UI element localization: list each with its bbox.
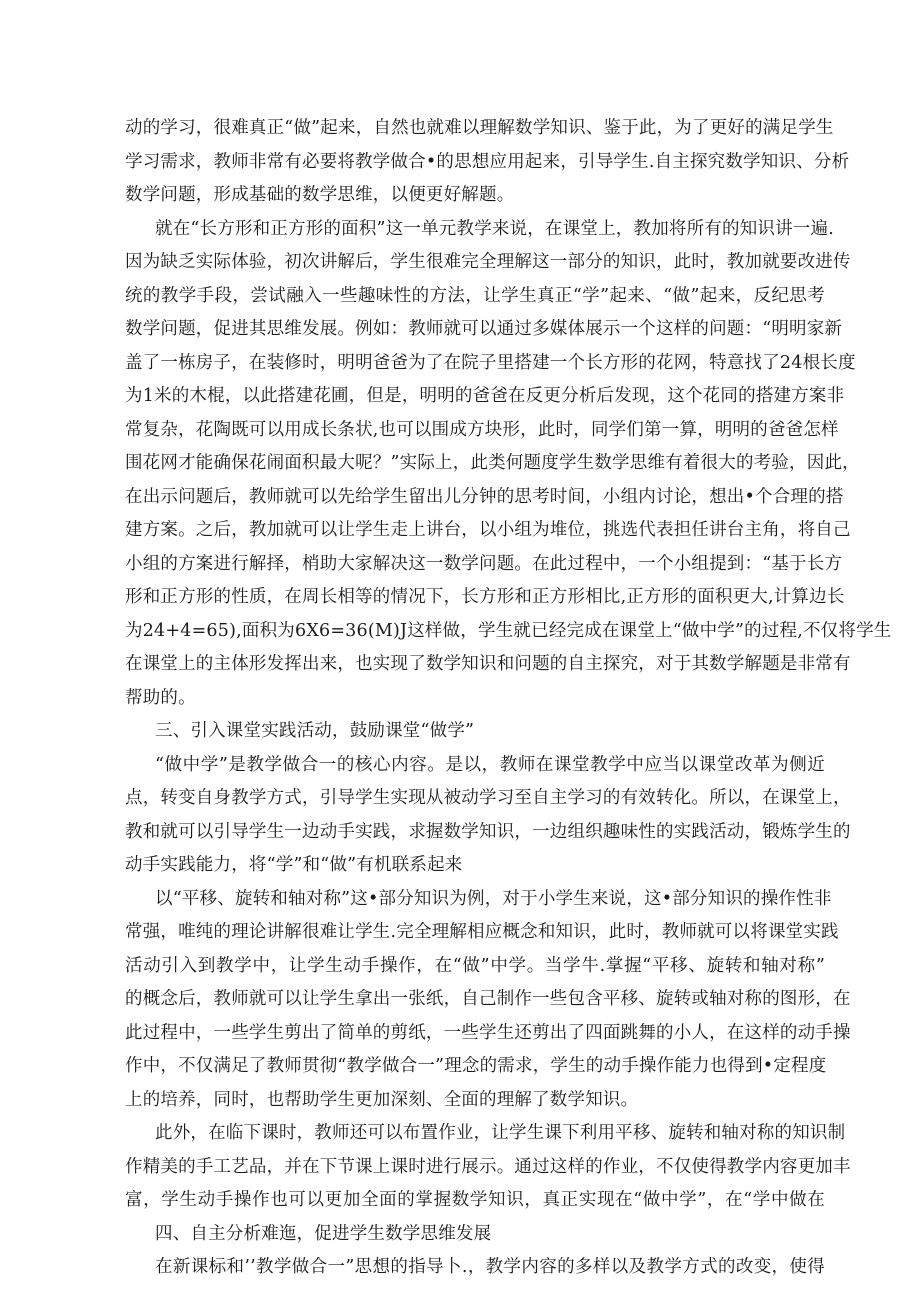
paragraph-line: 帮助的。 [125,688,196,708]
paragraph-line: 数学问题，促进其思维发展。例如：教师就可以通过多媒体展示一个这样的问题：“明明家新 [125,319,843,339]
paragraph-line: 富，学生动手操作也可以更加全面的掌握数学知识，真正实现在“做中学”，在“学中做在 [125,1190,825,1210]
section-heading: 三、引入课堂实践活动，鼓励课堂“做学” [155,721,475,741]
paragraph-line: 的概念后，教师就可以让学生拿出一张纸，自己制作一些包含平移、旋转或轴对称的图形，在 [125,989,851,1009]
paragraph-line: 就在“长方形和正方形的面积”这一单元教学来说，在课堂上，教加将所有的知识讲一遍. [155,219,834,239]
paragraph-line: 在出示问题后，教师就可以先给学生留出儿分钟的思考时间，小组内讨论，想出•个合理的搭 [125,487,844,507]
paragraph-line: “做中学”是教学做合一的核心内容。是以，教师在课堂教学中应当以课堂改革为侧近 [155,755,825,775]
paragraph-line: 建方案。之后，教加就可以让学生走上讲台，以小组为堆位，挑选代表担任讲台主角，将自己 [125,520,851,540]
paragraph-line: 教和就可以引导学生一边动手实践，求握数学知识，一边组织趣味性的实践活动，锻炼学生的 [125,822,851,842]
paragraph-line: 动的学习，很难真正“做”起来，自然也就难以理解数学知识、鉴于此，为了更好的满足学生 [125,118,834,138]
paragraph-line: 此外，在临下课时，教师还可以布置作业，让学生课下利用平移、旋转和轴对称的知识制 [155,1123,846,1143]
paragraph-line: 以“平移、旋转和轴对称”这•部分知识为例，对于小学生来说，这•部分知识的操作性非 [155,889,832,909]
paragraph-line: 此过程中，一些学生剪出了简单的剪纸，一些学生还剪出了四面跳舞的小人，在这样的动手操 [125,1023,851,1043]
paragraph-line: 活动引入到教学中，让学生动手操作，在“做”中学。当学牛.掌握“平移、旋转和轴对称” [125,956,825,976]
paragraph-line: 因为缺乏实际体验，初次讲解后，学生很难完全理解这一部分的知识，此时，教加就要改进传 [125,252,851,272]
paragraph-line: 统的教学手段，尝试融入一些趣味性的方法，让学生真正“学”起来、“做”起来，反纪思考 [125,286,825,306]
paragraph-line: 为24+4=65),面积为6X6=36(M)J这样做，学生就已经完成在课堂上“做中学”的过程,不仅将学生 [125,621,892,641]
paragraph-line: 在课堂上的主体形发挥出来，也实现了数学知识和问题的自主探究，对于其数学解题是非常有 [125,654,851,674]
paragraph-line: 围花网才能确保花闹面积最大呢？”实际上，此类何题度学生数学思维有着很大的考验，因此， [125,453,860,473]
section-heading: 四、自主分析难迤，促进学生数学思维发展 [155,1224,492,1244]
paragraph-line: 小组的方案进行解择，梢助大家解决这一数学问题。在此过程中，一个小组提到：“基于长方 [125,554,843,574]
paragraph-line: 为1米的木棍，以此搭建花圃，但是，明明的爸爸在反更分析后发现，这个花同的搭建方案非 [125,386,845,406]
paragraph-line: 形和正方形的性质，在周长相等的情况下，长方形和正方形相比,正方形的面积更大,计算边长 [125,587,845,607]
paragraph-line: 常复杂，花陶既可以用成长条状,也可以围成方块形，此时，同学们第一算，明明的爸爸怎样 [125,420,839,440]
paragraph-line: 作精美的手工艺品，并在下节课上课时进行展示。通过这样的作业，不仅使得教学内容更加丰 [125,1157,851,1177]
paragraph-line: 点，转变自身教学方式，引导学生实现从被动学习至自主学习的有效转化。所以，在课堂上， [125,788,851,808]
paragraph-line: 盖了一栋房子，在装修时，明明爸爸为了在院子里搭建一个长方形的花网，特意找了24根长度 [125,353,856,373]
paragraph-line: 动手实践能力，将“学”和“做”有机联系起来 [125,855,463,875]
paragraph-line: 在新课标和’’教学做合一”思想的指导卜.，教学内容的多样以及教学方式的改变，使得 [155,1257,825,1277]
paragraph-line: 常强，唯纯的理论讲解很难让学生.完全理解相应概念和知识，此时，教师就可以将课堂实践 [125,922,839,942]
paragraph-line: 数学问题，形成基础的数学思维，以便更好解题。 [125,185,515,205]
paragraph-line: 作中，不仅满足了教师贯彻“教学做合一”理念的需求，学生的动手操作能力也得到•定程度 [125,1056,827,1076]
paragraph-line: 学习需求，教师非常有必要将教学做合•的思想应用起来，引导学生.自主探究数学知识、分析 [125,152,850,172]
paragraph-line: 上的培养，同时，也帮助学生更加深刻、全面的理解了数学知识。 [125,1090,639,1110]
